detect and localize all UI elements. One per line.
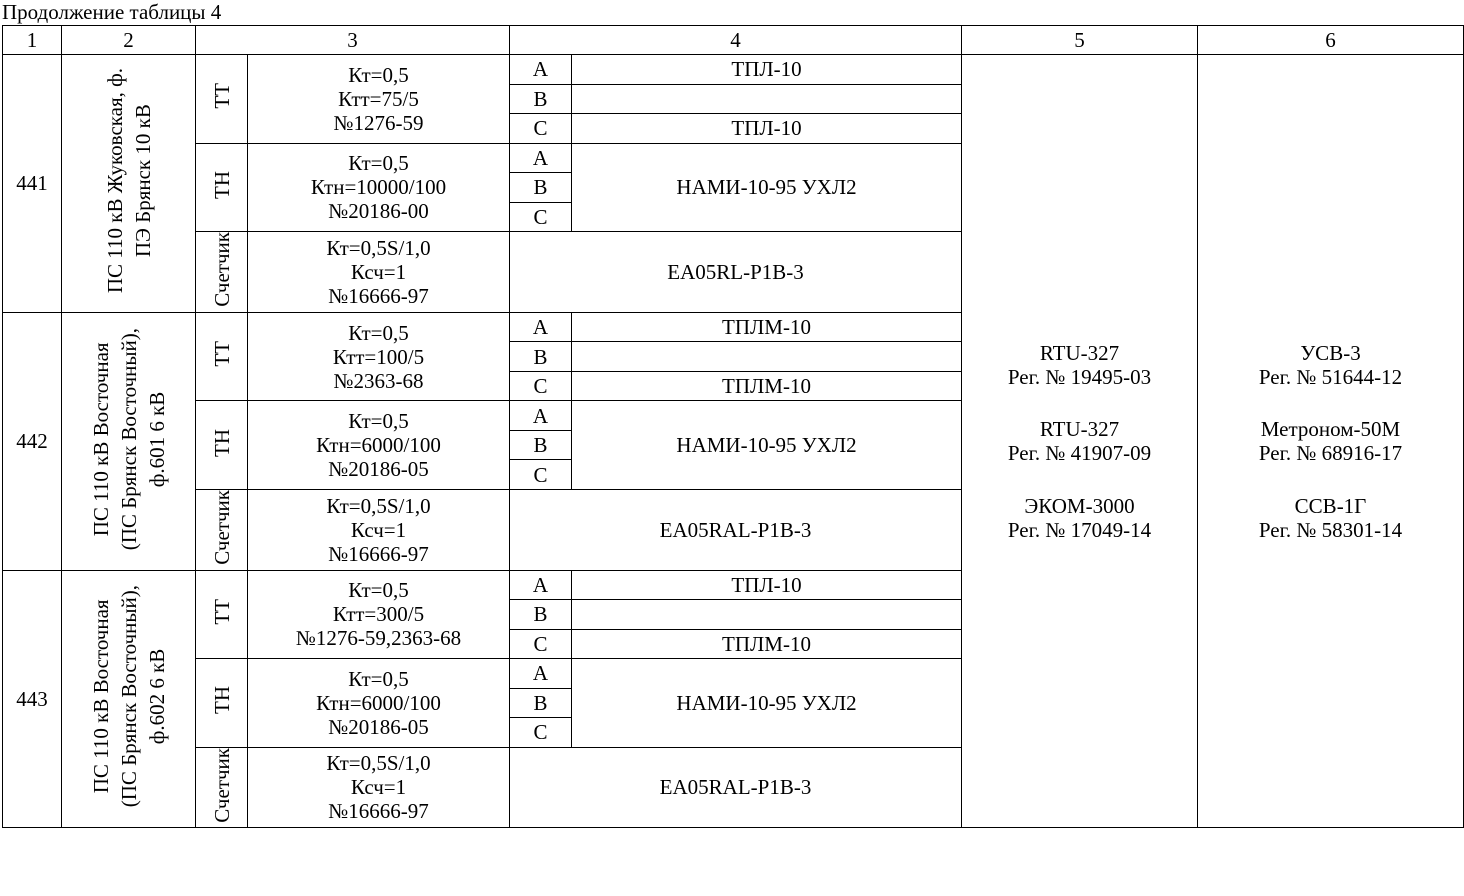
header-row xyxy=(3,26,1464,55)
tt-phase: B xyxy=(510,342,572,372)
tt-phase: A xyxy=(510,55,572,85)
col6-device-reg: Рег. № 58301-14 xyxy=(1258,517,1403,542)
col6-cell xyxy=(1198,55,1464,828)
object-name-line: ф.601 6 кВ xyxy=(144,390,169,487)
col6-device-name: Метроном-50М xyxy=(1260,417,1401,442)
object-name xyxy=(62,312,196,570)
tt-param: №1276-59 xyxy=(333,110,424,135)
object-name-line: (ПС Брянск Восточный), xyxy=(116,585,141,808)
col6-device-name: ССВ-1Г xyxy=(1294,493,1367,518)
header-cell: 1 xyxy=(3,26,62,55)
header-cell: 2 xyxy=(62,26,196,55)
tn-params xyxy=(248,143,510,232)
object-name-line: ПС 110 кВ Жуковская, ф. xyxy=(102,68,127,294)
spacer xyxy=(1198,389,1463,418)
tt-phase: B xyxy=(510,600,572,630)
spacer xyxy=(962,389,1197,418)
meter-params xyxy=(248,232,510,313)
tt-type: ТПЛ-10 xyxy=(572,55,962,85)
tt-params xyxy=(248,570,510,659)
tt-label xyxy=(196,312,248,401)
tn-phase: B xyxy=(510,430,572,460)
object-name-line: ПС 110 кВ Восточная xyxy=(88,599,113,794)
row-number: 442 xyxy=(3,312,62,570)
object-name-text xyxy=(87,585,171,807)
tn-param: №20186-05 xyxy=(328,457,429,482)
tn-params xyxy=(248,401,510,490)
data-table xyxy=(2,25,1464,828)
tt-param: Ктт=300/5 xyxy=(332,602,425,627)
tt-label xyxy=(196,55,248,144)
tn-param: Ктн=6000/100 xyxy=(316,433,441,458)
meter-param: Ксч=1 xyxy=(350,259,407,284)
row-number: 441 xyxy=(3,55,62,313)
meter-label-text: Счетчик xyxy=(209,232,234,307)
col5-device-reg: Рег. № 19495-03 xyxy=(1007,364,1152,389)
col6-device-reg: Рег. № 51644-12 xyxy=(1258,364,1403,389)
tn-phase: A xyxy=(510,401,572,431)
table-row xyxy=(3,55,1464,85)
tn-param: Ктн=6000/100 xyxy=(316,690,441,715)
meter-type: EA05RAL-P1B-3 xyxy=(510,489,962,570)
object-name-text xyxy=(87,328,171,550)
tt-type: ТПЛМ-10 xyxy=(572,629,962,659)
tn-label xyxy=(196,401,248,490)
tn-label-text: ТН xyxy=(209,170,234,199)
tn-param: Кт=0,5 xyxy=(348,666,409,691)
meter-type: EA05RAL-P1B-3 xyxy=(510,747,962,828)
meter-label xyxy=(196,747,248,828)
meter-params xyxy=(248,747,510,828)
tt-param: Ктт=100/5 xyxy=(332,344,425,369)
col5-device-name: ЭКОМ-3000 xyxy=(1024,493,1135,518)
tn-param: Кт=0,5 xyxy=(348,409,409,434)
header-cell: 6 xyxy=(1198,26,1464,55)
tn-type: НАМИ-10-95 УХЛ2 xyxy=(572,143,962,232)
object-name xyxy=(62,570,196,828)
meter-param: Кт=0,5S/1,0 xyxy=(326,235,431,260)
meter-param: Кт=0,5S/1,0 xyxy=(326,493,431,518)
tt-phase: B xyxy=(510,84,572,114)
col5-device-reg: Рег. № 41907-09 xyxy=(1007,441,1152,466)
col6-device-name: УСВ-3 xyxy=(1300,340,1361,365)
header-cell: 4 xyxy=(510,26,962,55)
tt-param: Кт=0,5 xyxy=(348,578,409,603)
meter-param: Ксч=1 xyxy=(350,517,407,542)
tn-phase: C xyxy=(510,202,572,232)
object-name-line: ПС 110 кВ Восточная xyxy=(88,341,113,536)
spacer xyxy=(962,465,1197,494)
meter-param: №16666-97 xyxy=(328,541,429,566)
tn-params xyxy=(248,659,510,748)
tt-param: №2363-68 xyxy=(333,368,424,393)
tt-param: Кт=0,5 xyxy=(348,62,409,87)
meter-label xyxy=(196,489,248,570)
col5-device-name: RTU-327 xyxy=(1039,340,1120,365)
meter-params xyxy=(248,489,510,570)
tn-label xyxy=(196,143,248,232)
tt-phase: C xyxy=(510,114,572,144)
meter-type: EA05RL-P1B-3 xyxy=(510,232,962,313)
tn-phase: A xyxy=(510,143,572,173)
object-name-line: ф.602 6 кВ xyxy=(144,648,169,745)
tn-label-text: ТН xyxy=(209,686,234,715)
tt-label-text: ТТ xyxy=(209,83,234,110)
col5-cell xyxy=(962,55,1198,828)
tt-params xyxy=(248,55,510,144)
tt-phase: C xyxy=(510,629,572,659)
tn-label xyxy=(196,659,248,748)
meter-label-text: Счетчик xyxy=(209,747,234,823)
tt-phase: A xyxy=(510,570,572,600)
tt-type: ТПЛ-10 xyxy=(572,570,962,600)
col5-device-name: RTU-327 xyxy=(1039,417,1120,442)
tn-phase: A xyxy=(510,659,572,689)
meter-label-text: Счетчик xyxy=(209,489,234,565)
object-name-text xyxy=(101,68,157,293)
meter-label xyxy=(196,232,248,313)
tn-type: НАМИ-10-95 УХЛ2 xyxy=(572,401,962,490)
tt-phase: A xyxy=(510,312,572,342)
tt-type: ТПЛМ-10 xyxy=(572,312,962,342)
tn-param: Кт=0,5 xyxy=(348,151,409,176)
tt-param: Кт=0,5 xyxy=(348,320,409,345)
tt-type xyxy=(572,342,962,372)
meter-param: №16666-97 xyxy=(328,283,429,308)
tn-param: №20186-05 xyxy=(328,714,429,739)
col5-device-reg: Рег. № 17049-14 xyxy=(1007,517,1152,542)
meter-param: №16666-97 xyxy=(328,799,429,824)
tn-phase: B xyxy=(510,173,572,203)
tn-phase: C xyxy=(510,718,572,748)
object-name xyxy=(62,55,196,313)
tt-type: ТПЛ-10 xyxy=(572,114,962,144)
tn-param: №20186-00 xyxy=(328,199,429,224)
tt-label xyxy=(196,570,248,659)
tt-param: Ктт=75/5 xyxy=(338,86,419,111)
tt-type xyxy=(572,600,962,630)
header-cell: 5 xyxy=(962,26,1198,55)
tn-phase: C xyxy=(510,460,572,490)
tt-label-text: ТТ xyxy=(209,341,234,367)
spacer xyxy=(1198,465,1463,494)
object-name-line: (ПС Брянск Восточный), xyxy=(116,327,141,550)
table-caption: Продолжение таблицы 4 xyxy=(2,0,222,24)
tn-param: Ктн=10000/100 xyxy=(310,175,447,200)
tn-phase: B xyxy=(510,688,572,718)
row-number: 443 xyxy=(3,570,62,828)
tn-label-text: ТН xyxy=(209,428,234,457)
tt-phase: C xyxy=(510,371,572,401)
meter-param: Ксч=1 xyxy=(350,775,407,800)
tt-param: №1276-59,2363-68 xyxy=(295,626,462,651)
tt-type xyxy=(572,84,962,114)
tn-type: НАМИ-10-95 УХЛ2 xyxy=(572,659,962,748)
tt-type: ТПЛМ-10 xyxy=(572,371,962,401)
tt-label-text: ТТ xyxy=(209,599,234,625)
object-name-line: ПЭ Брянск 10 кВ xyxy=(130,104,155,258)
header-cell: 3 xyxy=(196,26,510,55)
meter-param: Кт=0,5S/1,0 xyxy=(326,751,431,776)
tt-params xyxy=(248,312,510,401)
col6-device-reg: Рег. № 68916-17 xyxy=(1258,441,1403,466)
